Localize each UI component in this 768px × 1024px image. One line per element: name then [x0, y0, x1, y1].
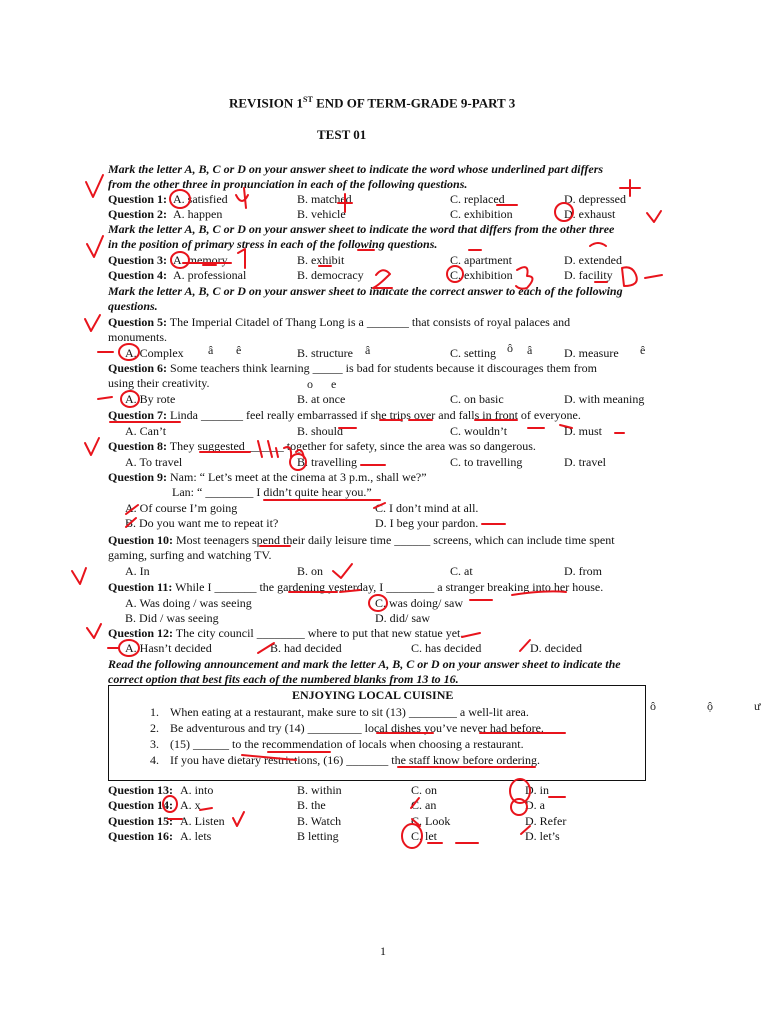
- question-14-label: Question 14:: [108, 798, 174, 812]
- question-13-option-a: A. into: [180, 783, 214, 797]
- handwritten-mark: [520, 640, 530, 651]
- checkmark-icon: [85, 438, 99, 455]
- checkmark-icon: [72, 568, 86, 584]
- announcement-item-number: 3.: [150, 737, 159, 751]
- margin-mark: e: [331, 377, 337, 391]
- handwritten-mark: [645, 275, 662, 278]
- question-16-label: Question 16:: [108, 829, 174, 843]
- question-7-option-a: A. Can’t: [125, 424, 167, 438]
- question-5-stem-line1: Question 5: The Imperial Citadel of Thang Long is a _______ that consists of royal palaces and: [108, 315, 571, 329]
- question-5-option-d: D. measure: [564, 346, 619, 360]
- question-3-option-a: A. memory: [173, 253, 228, 267]
- checkmark-icon: [85, 315, 100, 331]
- instruction-stress-line1: Mark the letter A, B, C or D on your answer sheet to indicate the word that differs from the other three: [108, 222, 615, 236]
- instruction-pronunciation-line2: from the other three in pronunciation in each of the following questions.: [108, 177, 468, 191]
- question-3-option-d: D. extended: [564, 253, 622, 267]
- question-15-option-b: B. Watch: [297, 814, 342, 828]
- question-10-option-b: B. on: [297, 564, 324, 578]
- instruction-correct-answer-line2: questions.: [108, 299, 158, 313]
- handwritten-mark: [200, 808, 212, 810]
- question-8-stem: Question 8: They suggested ______ together for safety, since the area was so dangerous.: [108, 439, 536, 453]
- question-6-stem-line2: using their creativity.: [108, 376, 210, 390]
- question-5-option-c: C. setting: [450, 346, 497, 360]
- question-5-option-a: A. Complex: [125, 346, 184, 360]
- question-2-option-c: C. exhibition: [450, 207, 513, 221]
- question-7-stem: Question 7: Linda _______ feel really embarrassed if she trips over and falls in front of everyone.: [108, 408, 581, 422]
- question-14-option-b: B. the: [297, 798, 326, 812]
- question-15-option-d: D. Refer: [525, 814, 567, 828]
- question-6-stem-line1: Question 6: Some teachers think learning _____ is bad for students because it discourages them from: [108, 361, 597, 375]
- question-4-label: Question 4:: [108, 268, 168, 282]
- announcement-title: ENJOYING LOCAL CUISINE: [292, 688, 454, 702]
- question-9-option-d: D. I beg your pardon.: [375, 516, 479, 530]
- question-10-stem-line1: Question 10: Most teenagers spend their daily leisure time ______ screens, which can include time spent: [108, 533, 615, 547]
- instruction-correct-answer-line1: Mark the letter A, B, C or D on your answer sheet to indicate the correct answer to each of the following: [108, 284, 623, 298]
- question-8-option-d: D. travel: [564, 455, 606, 469]
- question-11-option-c: C. was doing/ saw: [375, 596, 463, 610]
- margin-mark: â: [208, 343, 214, 357]
- question-8-option-a: A. To travel: [125, 455, 183, 469]
- announcement-item-number: 1.: [150, 705, 159, 719]
- question-4-option-c: C. exhibition: [450, 268, 513, 282]
- margin-mark: ê: [640, 343, 646, 357]
- announcement-item: When eating at a restaurant, make sure to sit (13) ________ a well-lit area.: [170, 705, 529, 719]
- announcement-item-number: 2.: [150, 721, 159, 735]
- instruction-reading-line1: Read the following announcement and mark the letter A, B, C or D on your answer sheet to indicate the: [108, 657, 621, 671]
- question-13-option-c: C. on: [411, 783, 438, 797]
- margin-mark: â: [365, 343, 371, 357]
- question-3-label: Question 3:: [108, 253, 168, 267]
- question-3-option-c: C. apartment: [450, 253, 512, 267]
- page-number: 1: [380, 944, 386, 958]
- question-15-option-a: A. Listen: [180, 814, 225, 828]
- question-1-option-d: D. depressed: [564, 192, 626, 206]
- handwritten-mark: [622, 267, 637, 286]
- question-1-label: Question 1:: [108, 192, 168, 206]
- instruction-reading-line2: correct option that best fits each of the numbered blanks from 13 to 16.: [108, 672, 459, 686]
- question-11-option-a: A. Was doing / was seeing: [125, 596, 252, 610]
- question-14-option-c: C. an: [411, 798, 437, 812]
- question-13-option-d: D. in: [525, 783, 549, 797]
- question-9-option-a: A. Of course I’m going: [125, 501, 238, 515]
- question-8-option-b: B. travelling: [297, 455, 357, 469]
- announcement-item: Be adventurous and try (14) _________ local dishes you’ve never had before.: [170, 721, 544, 735]
- question-4-option-b: B. democracy: [297, 268, 364, 282]
- question-6-option-c: C. on basic: [450, 392, 504, 406]
- question-14-option-a: A. x: [180, 798, 201, 812]
- checkmark-icon: [333, 564, 352, 578]
- margin-mark: â: [527, 343, 533, 357]
- checkmark-icon: [233, 812, 244, 826]
- question-12-option-d: D. decided: [530, 641, 582, 655]
- question-4-option-d: D. facility: [564, 268, 613, 282]
- question-5-stem-line2: monuments.: [108, 330, 167, 344]
- instruction-stress-line2: in the position of primary stress in each of the following questions.: [108, 237, 438, 251]
- question-4-option-a: A. professional: [173, 268, 247, 282]
- question-11-option-d: D. did/ saw: [375, 611, 430, 625]
- question-16-option-d: D. let’s: [525, 829, 560, 843]
- margin-mark: o: [307, 377, 313, 391]
- question-9-stem-line2: Lan: “ ________ I didn’t quite hear you.”: [172, 485, 372, 499]
- checkmark-icon: [86, 175, 103, 197]
- question-3-option-b: B. exhibit: [297, 253, 345, 267]
- question-7-option-c: C. wouldn’t: [450, 424, 508, 438]
- handwritten-mark: [98, 397, 112, 399]
- question-12-option-c: C. has decided: [411, 641, 482, 655]
- announcement-item: If you have dietary restrictions, (16) _______ the staff know before ordering.: [170, 753, 541, 767]
- question-2-option-d: D. exhaust: [564, 207, 616, 221]
- question-11-stem: Question 11: While I _______ the gardening yesterday, I ________ a stranger breaking into her house.: [108, 580, 604, 594]
- handwritten-mark: [462, 633, 480, 637]
- question-10-option-c: C. at: [450, 564, 473, 578]
- question-7-option-d: D. must: [564, 424, 603, 438]
- handwritten-mark: [590, 243, 606, 246]
- announcement-item-number: 4.: [150, 753, 159, 767]
- question-12-stem: Question 12: The city council ________ where to put that new statue yet.: [108, 626, 464, 640]
- question-2-option-b: B. vehicle: [297, 207, 346, 221]
- question-5-option-b: B. structure: [297, 346, 353, 360]
- question-9-option-c: C. I don’t mind at all.: [375, 501, 479, 515]
- question-16-option-c: C. let: [411, 829, 437, 843]
- instruction-pronunciation-line1: Mark the letter A, B, C or D on your answer sheet to indicate the word whose underlined part differs: [108, 162, 604, 176]
- question-13-option-b: B. within: [297, 783, 342, 797]
- margin-mark: ộ: [707, 699, 713, 713]
- margin-mark: ô: [507, 341, 513, 355]
- question-12-option-b: B. had decided: [270, 641, 342, 655]
- question-6-option-d: D. with meaning: [564, 392, 645, 406]
- margin-mark: ê: [236, 343, 242, 357]
- question-6-option-b: B. at once: [297, 392, 346, 406]
- question-12-option-a: A. Hasn’t decided: [125, 641, 212, 655]
- question-1-option-b: B. matched: [297, 192, 352, 206]
- question-9-stem-line1: Question 9: Nam: “ Let’s meet at the cinema at 3 p.m., shall we?”: [108, 470, 427, 484]
- margin-mark: ư: [754, 699, 761, 713]
- question-6-option-a: A. By rote: [125, 392, 176, 406]
- test-label: TEST 01: [317, 127, 367, 142]
- question-14-option-d: D. a: [525, 798, 545, 812]
- question-11-option-b: B. Did / was seeing: [125, 611, 219, 625]
- question-15-label: Question 15:: [108, 814, 174, 828]
- question-16-option-a: A. lets: [180, 829, 212, 843]
- question-13-label: Question 13:: [108, 783, 174, 797]
- question-10-option-d: D. from: [564, 564, 602, 578]
- question-8-option-c: C. to travelling: [450, 455, 523, 469]
- margin-mark: ô: [650, 699, 656, 713]
- question-1-option-a: A. satisfied: [173, 192, 228, 206]
- checkmark-icon: [87, 624, 101, 638]
- checkmark-icon: [87, 236, 103, 257]
- question-16-option-b: B letting: [297, 829, 339, 843]
- question-10-option-a: A. In: [125, 564, 150, 578]
- question-1-option-c: C. replaced: [450, 192, 505, 206]
- question-2-option-a: A. happen: [173, 207, 223, 221]
- question-9-option-b: B. Do you want me to repeat it?: [125, 516, 279, 530]
- page-title: REVISION 1ST END OF TERM-GRADE 9-PART 3: [229, 95, 516, 111]
- question-15-option-c: C. Look: [411, 814, 451, 828]
- question-2-label: Question 2:: [108, 207, 168, 221]
- question-10-stem-line2: gaming, surfing and watching TV.: [108, 548, 272, 562]
- checkmark-icon: [647, 211, 661, 222]
- question-7-option-b: B. should: [297, 424, 344, 438]
- announcement-item: (15) ______ to the recommendation of locals when choosing a restaurant.: [170, 737, 524, 751]
